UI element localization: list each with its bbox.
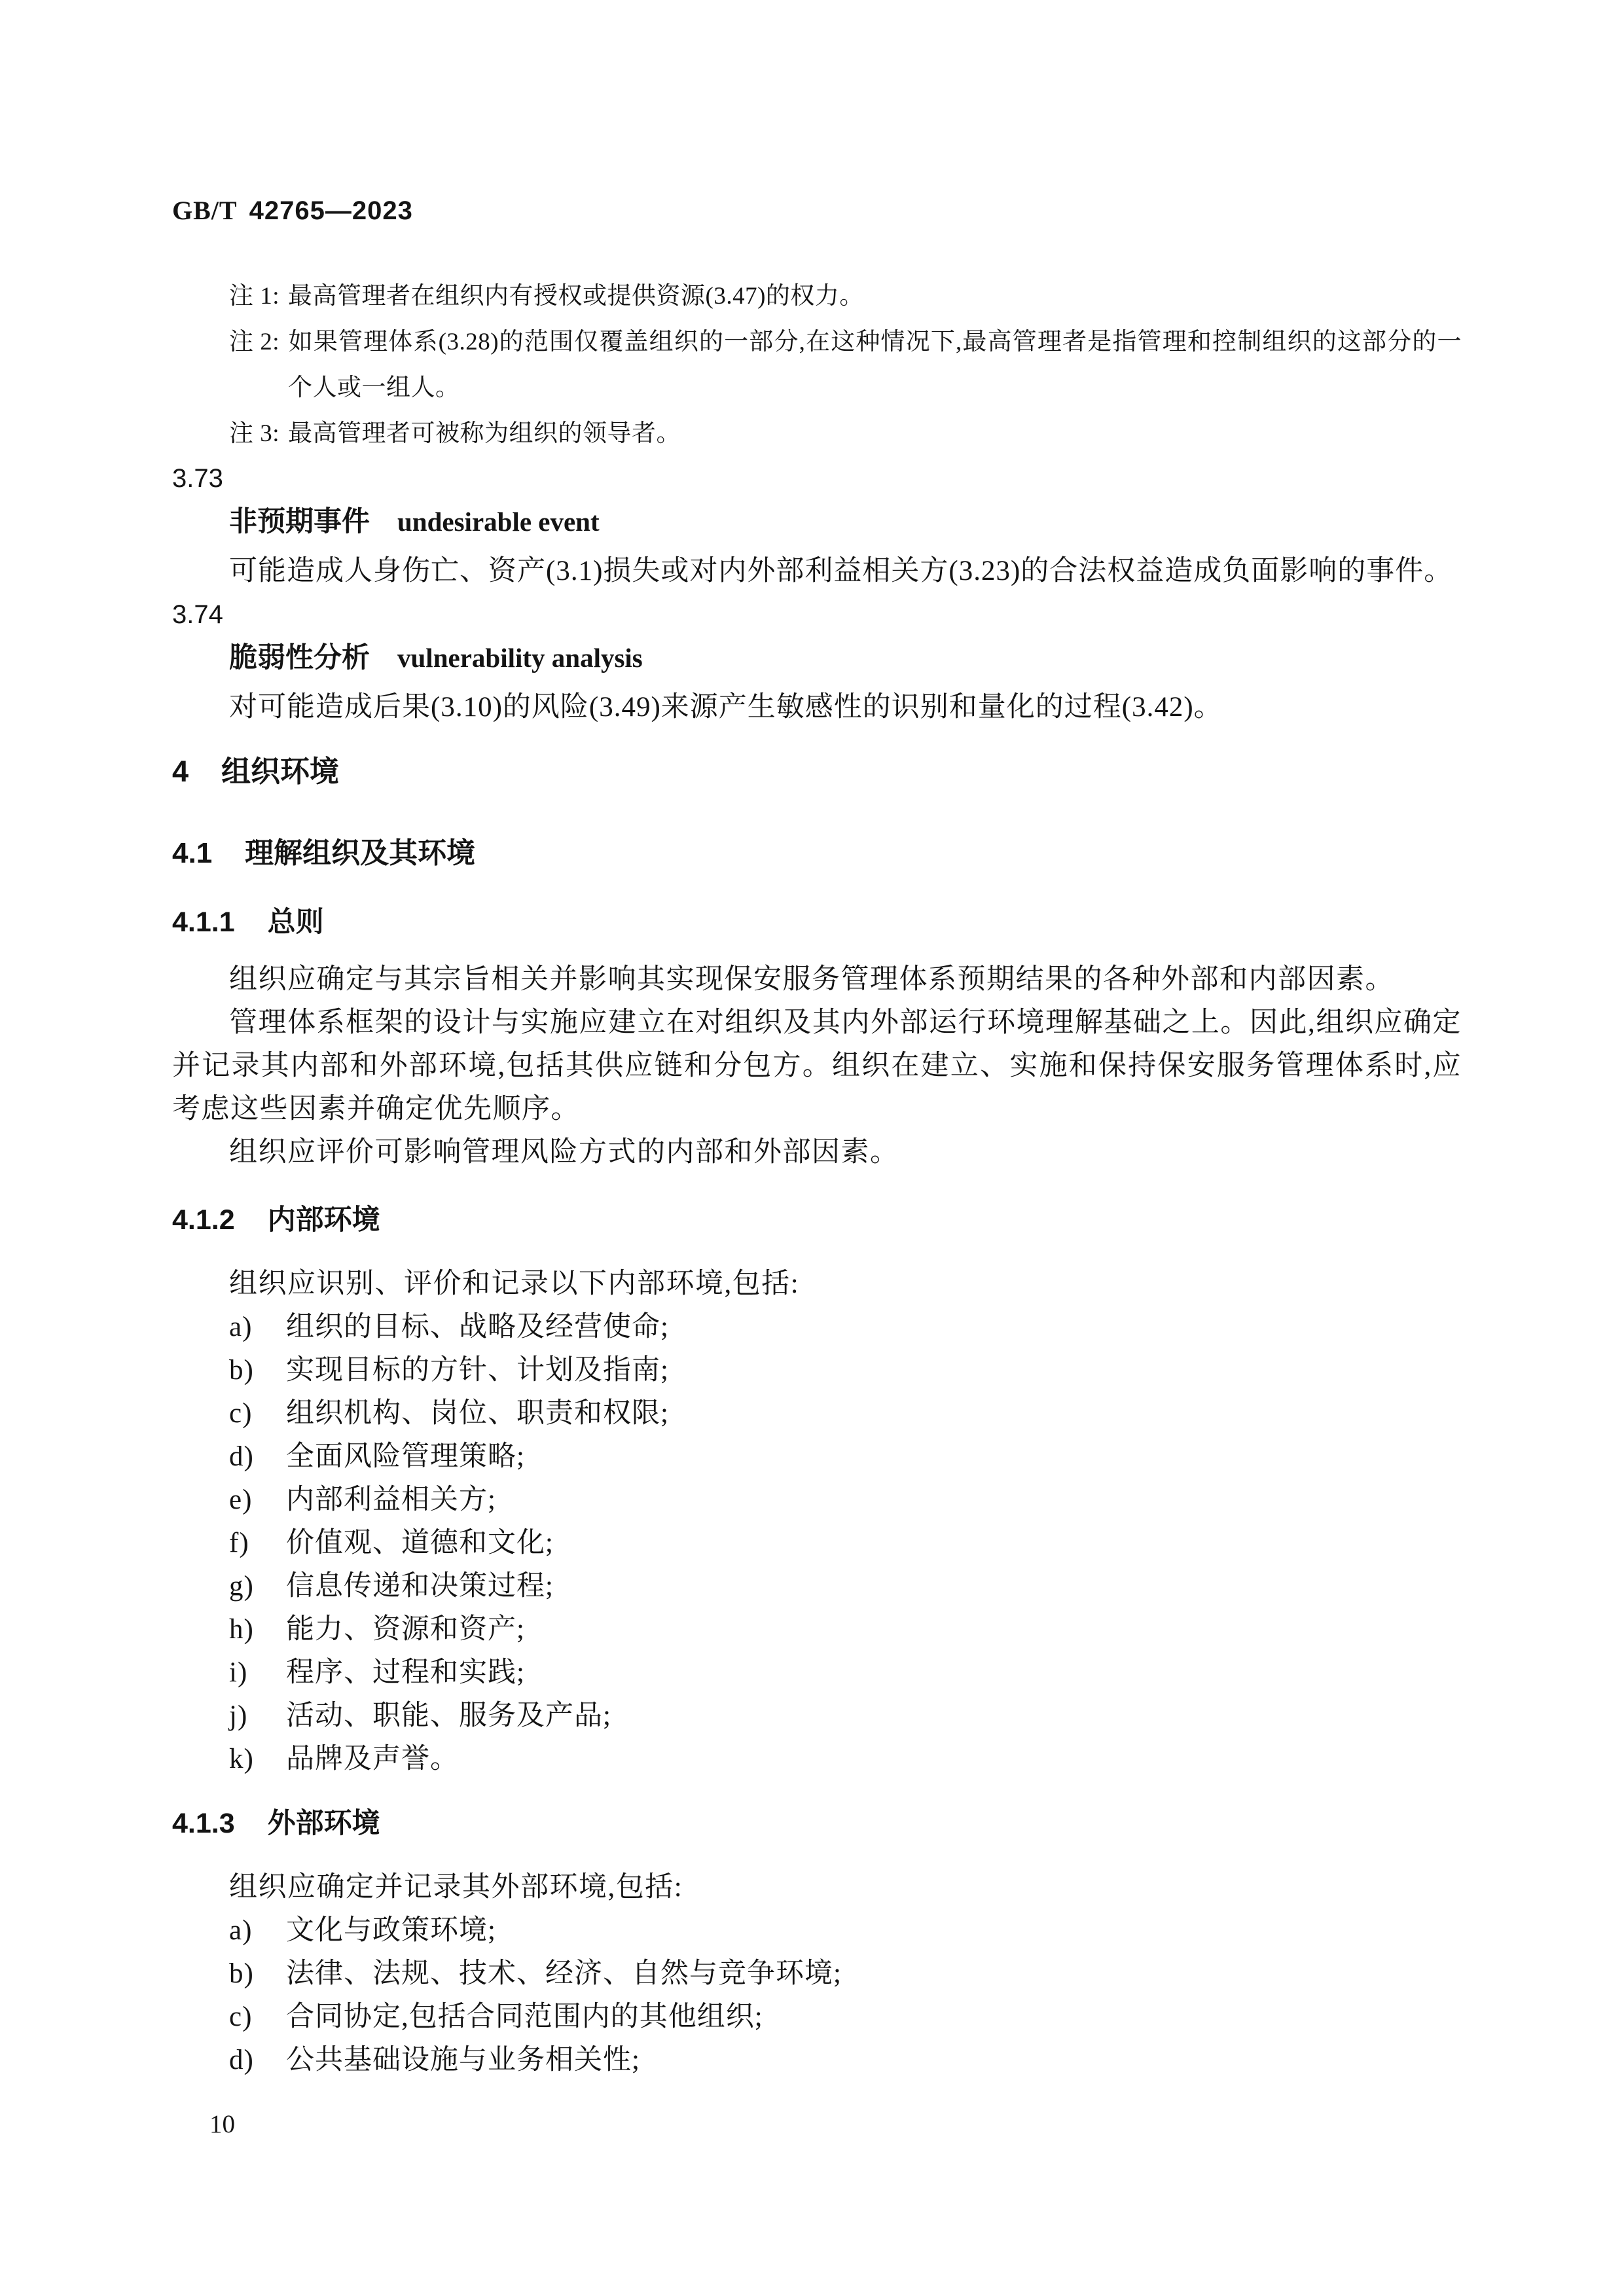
list-item (229, 1435, 1462, 1479)
list-item-label: b) (229, 1958, 254, 1989)
clause-title: 理解组织及其环境 (245, 837, 476, 869)
list-item (229, 1695, 1462, 1738)
paragraph: 组织应确定与其宗旨相关并影响其实现保安服务管理体系预期结果的各种外部和内部因素。 (229, 964, 1394, 995)
term-chinese: 脆弱性分析 (229, 642, 370, 673)
clause-title: 内部环境 (267, 1204, 380, 1236)
list-item-label: h) (229, 1614, 254, 1645)
list-item-label: c) (229, 1398, 253, 1429)
list-item-text: 合同协定,包括合同范围内的其他组织; (286, 2001, 763, 2032)
note-item (229, 274, 1462, 319)
clause-4-1-1-heading (172, 906, 1462, 939)
list-item-text: 文化与政策环境; (286, 1915, 496, 1946)
list-intro: 组织应确定并记录其外部环境,包括: (229, 1872, 683, 1903)
list-item (229, 1565, 1462, 1608)
list-item (229, 1651, 1462, 1695)
list-item (229, 1996, 1462, 2039)
list-item-text: 组织的目标、战略及经营使命; (286, 1312, 669, 1342)
clause-4-heading (172, 755, 1462, 788)
list-item (229, 1909, 1462, 1952)
list-item-text: 组织机构、岗位、职责和权限; (286, 1398, 669, 1429)
clause-title: 外部环境 (267, 1808, 380, 1839)
clause-number: 4 (172, 755, 189, 788)
note-label: 注 1: (229, 283, 280, 310)
list-item-label: d) (229, 2045, 254, 2075)
list-item (229, 1522, 1462, 1565)
list-item (229, 2039, 1462, 2082)
external-environment-list (172, 1909, 1462, 2082)
term-definition: 对可能造成后果(3.10)的风险(3.49)来源产生敏感性的识别和量化的过程(3.42)。 (229, 692, 1223, 723)
list-item-text: 实现目标的方针、计划及指南; (286, 1355, 669, 1386)
list-item-label: d) (229, 1441, 254, 1472)
list-item-label: c) (229, 2001, 253, 2032)
standard-code-number: 42765—2023 (249, 196, 413, 225)
list-item-text: 信息传递和决策过程; (286, 1571, 554, 1602)
list-item-label: i) (229, 1657, 248, 1688)
term-english: undesirable event (397, 507, 600, 537)
list-item (229, 1608, 1462, 1651)
term-number: 3.73 (172, 464, 223, 493)
list-item-label: f) (229, 1528, 249, 1558)
list-item-label: b) (229, 1355, 254, 1386)
term-entry-3-73 (172, 457, 1462, 593)
internal-environment-list (172, 1306, 1462, 1781)
note-label: 注 3: (229, 420, 280, 447)
list-item-label: a) (229, 1915, 253, 1946)
list-item-text: 法律、法规、技术、经济、自然与竞争环境; (286, 1958, 842, 1989)
list-item-text: 内部利益相关方; (286, 1484, 496, 1515)
note-item (229, 411, 1462, 457)
list-item-label: e) (229, 1484, 253, 1515)
list-item (229, 1349, 1462, 1392)
list-item-text: 价值观、道德和文化; (286, 1528, 554, 1558)
paragraph: 组织应评价可影响管理风险方式的内部和外部因素。 (229, 1137, 899, 1168)
note-text: 最高管理者在组织内有授权或提供资源(3.47)的权力。 (288, 283, 864, 310)
list-item-text: 活动、职能、服务及产品; (286, 1700, 611, 1731)
clause-number: 4.1.2 (172, 1204, 235, 1236)
term-entry-3-74 (172, 593, 1462, 729)
list-item-label: a) (229, 1312, 253, 1342)
clause-number: 4.1.1 (172, 906, 235, 938)
clause-4-1-3-heading (172, 1807, 1462, 1840)
clause-title: 组织环境 (221, 755, 340, 788)
list-item-text: 能力、资源和资产; (286, 1614, 525, 1645)
note-item (229, 319, 1462, 411)
clause-title: 总则 (267, 906, 324, 938)
clause-4-1-2-heading (172, 1204, 1462, 1236)
clause-number: 4.1 (172, 837, 213, 869)
list-item-text: 品牌及声誉。 (286, 1744, 459, 1774)
list-item (229, 1479, 1462, 1522)
notes-block (172, 274, 1462, 457)
term-line (229, 636, 1462, 686)
term-english: vulnerability analysis (397, 643, 643, 673)
list-item-text: 程序、过程和实践; (286, 1657, 525, 1688)
note-text: 最高管理者可被称为组织的领导者。 (288, 420, 681, 447)
term-chinese: 非预期事件 (229, 506, 370, 537)
note-text: 如果管理体系(3.28)的范围仅覆盖组织的一部分,在这种情况下,最高管理者是指管理和控制组织的这部分的一个人或一组人。 (288, 329, 1462, 401)
term-line (229, 500, 1462, 550)
list-item-text: 全面风险管理策略; (286, 1441, 525, 1472)
list-item-label: j) (229, 1700, 248, 1731)
page-content (172, 196, 1462, 2082)
running-header (172, 196, 1462, 225)
list-item (229, 1952, 1462, 1996)
list-item-label: g) (229, 1571, 254, 1602)
term-definition: 可能造成人身伤亡、资产(3.1)损失或对内外部利益相关方(3.23)的合法权益造成负面影响的事件。 (229, 556, 1453, 586)
paragraph: 管理体系框架的设计与实施应建立在对组织及其内外部运行环境理解基础之上。因此,组织应确定并记录其内部和外部环境,包括其供应链和分包方。组织在建立、实施和保持保安服务管理体系时,应考虑这些因素并确定优先顺序。 (172, 1007, 1462, 1124)
list-item (229, 1738, 1462, 1781)
list-item-text: 公共基础设施与业务相关性; (286, 2045, 640, 2075)
note-label: 注 2: (229, 329, 280, 355)
list-item (229, 1392, 1462, 1435)
clause-number: 4.1.3 (172, 1808, 235, 1839)
term-number: 3.74 (172, 600, 223, 629)
page-number: 10 (209, 2110, 235, 2138)
list-item-label: k) (229, 1744, 254, 1774)
clause-4-1-heading (172, 837, 1462, 870)
list-item (229, 1306, 1462, 1349)
standard-code-prefix: GB/T (172, 196, 238, 225)
list-intro: 组织应识别、评价和记录以下内部环境,包括: (229, 1268, 800, 1299)
